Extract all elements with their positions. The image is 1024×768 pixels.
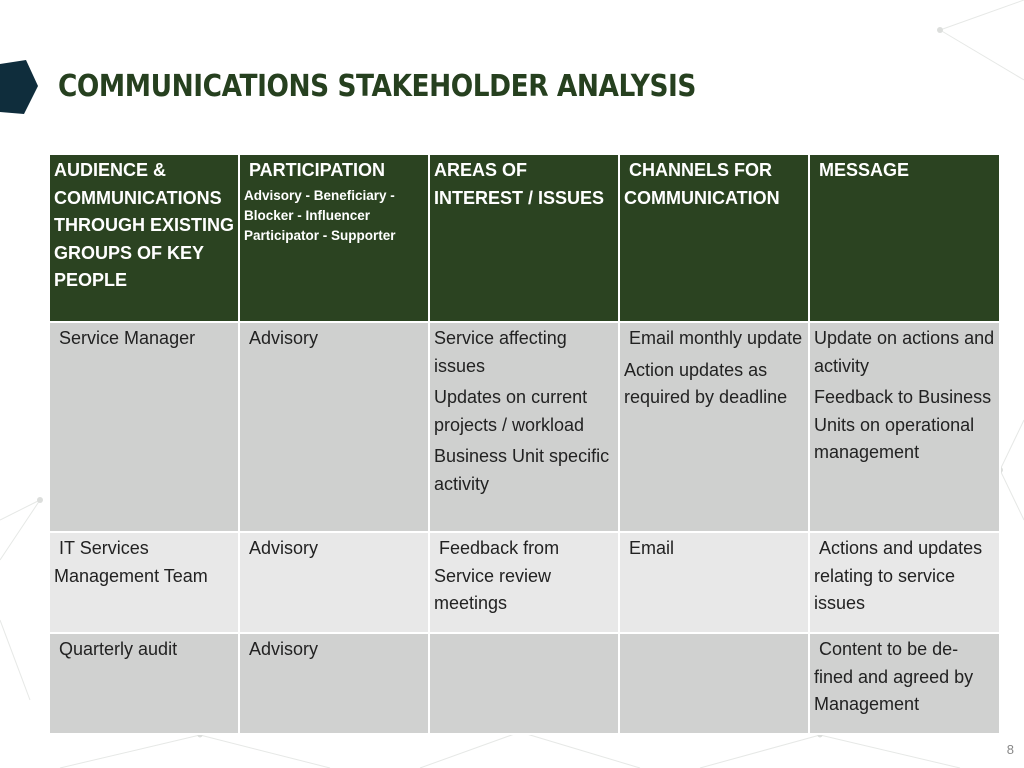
cell-message: [809, 532, 1000, 633]
header-channels: CHANNELS FOR COMMUNICATION: [619, 154, 809, 322]
header-message: MESSAGE: [809, 154, 1000, 322]
table-row: [49, 532, 1000, 633]
stakeholder-table: [48, 153, 1001, 735]
cell-participation: Advisory: [239, 532, 429, 633]
interest-item: Updates on current projects / workload: [434, 387, 588, 435]
header-interest: AREAS OF INTEREST / ISSUES: [429, 154, 619, 322]
cell-interest: [429, 532, 619, 633]
header-participation: [239, 154, 429, 322]
header-audience: AUDIENCE & COMMUNICATIONS THROUGH EXISTING GROUPS OF KEY PEOPLE: [49, 154, 239, 322]
message-item: Content to be de-fined and agreed by Management: [814, 639, 979, 714]
interest-item: Feedback from Service review meetings: [434, 538, 565, 613]
message-item: Feedback to Business Units on operational management: [814, 387, 992, 462]
channel-item: Email: [624, 538, 675, 558]
table-header-row: [49, 154, 1000, 322]
interest-item: Service affecting issues: [434, 328, 567, 376]
table-row: [49, 322, 1000, 532]
header-participation-legend: Advisory - Beneficiary - Blocker - Influencer Participator - Supporter: [244, 187, 396, 243]
cell-channels: [619, 322, 809, 532]
cell-audience: Quarterly audit: [49, 633, 239, 734]
cell-participation: Advisory: [239, 633, 429, 734]
channel-item: Email monthly update: [624, 328, 803, 348]
cell-channels: [619, 532, 809, 633]
cell-message: [809, 633, 1000, 734]
cell-participation: Advisory: [239, 322, 429, 532]
cell-interest: [429, 322, 619, 532]
corner-accent-shape: [0, 60, 40, 116]
cell-message: [809, 322, 1000, 532]
cell-channels: [619, 633, 809, 734]
cell-audience: IT Services Management Team: [49, 532, 239, 633]
interest-item: Business Unit specific activity: [434, 446, 610, 494]
table-row: [49, 633, 1000, 734]
page-number: 8: [1006, 742, 1014, 757]
header-participation-label: PARTICIPATION: [244, 160, 385, 180]
channel-item: Action updates as required by deadline: [624, 359, 788, 407]
slide-title: COMMUNICATIONS STAKEHOLDER ANALYSIS: [58, 69, 696, 104]
message-item: Update on actions and activity: [814, 328, 995, 376]
cell-audience: Service Manager: [49, 322, 239, 532]
cell-interest: [429, 633, 619, 734]
message-item: Actions and updates relating to service issues: [814, 538, 988, 613]
